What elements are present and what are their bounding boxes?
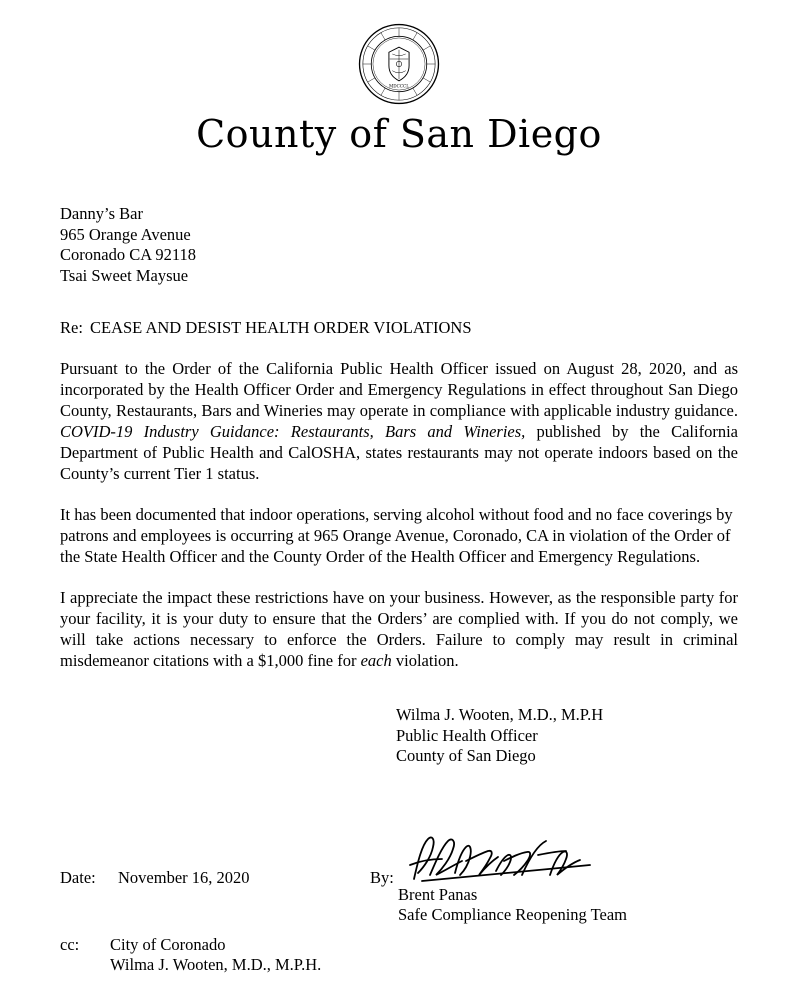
date-signature-row: [60, 831, 738, 924]
health-officer-agency: County of San Diego: [396, 746, 536, 765]
cc-list: [110, 935, 738, 976]
cc-block: [60, 935, 738, 976]
addressee-line: Tsai Sweet Maysue: [60, 265, 189, 285]
date-field: [60, 867, 250, 888]
paragraph-1-part-b: published by the California Department of Public Health and CalOSHA, states restaurants may not operate indoors based on the County’s current Tier 1 status.: [60, 422, 738, 483]
letterhead: [60, 0, 738, 156]
paragraph-3-part-b: violation.: [395, 651, 459, 670]
re-label: Re:: [60, 318, 83, 337]
addressee-line: Danny’s Bar: [60, 204, 143, 223]
signer-block: [398, 885, 627, 926]
cc-label: cc:: [60, 934, 80, 954]
addressee-block: [60, 204, 738, 286]
subject-text: CEASE AND DESIST HEALTH ORDER VIOLATIONS: [90, 318, 472, 337]
body-paragraph-3: [60, 587, 738, 671]
addressee-line: Coronado CA 92118: [60, 245, 196, 264]
health-officer-name: Wilma J. Wooten, M.D., M.P.H: [396, 705, 604, 724]
health-officer-block: [396, 705, 738, 767]
body-paragraph-1: [60, 358, 738, 484]
paragraph-3-part-a: I appreciate the impact these restrictions have on your business. However, as the responsible party for your facility, it is your duty to ensure that the Orders’ are complied with. If you do not comply, we will take actions necessary to enforce the Orders. Failure to comply may result in criminal misdemeanor citations with a $1,000 fine for: [60, 588, 738, 670]
paragraph-1-part-a: Pursuant to the Order of the California Public Health Officer issued on August 28, 2020, and as incorporated by the Health Officer Order and Emergency Regulations in effect throughout San Diego County, Restaurants, Bars and Wineries may operate in compliance with applicable industry guidance.: [60, 359, 738, 420]
date-label: Date:: [60, 867, 96, 887]
body-paragraph-2: It has been documented that indoor operations, serving alcohol without food and no face coverings by patrons and employees is occurring at 965 Orange Avenue, Coronado, CA in violation of the Order of the State Health Officer and the County Order of the Health Officer and Emergency Regulations.: [60, 505, 733, 566]
cc-recipient: Wilma J. Wooten, M.D., M.P.H.: [110, 955, 322, 974]
addressee-line: 965 Orange Avenue: [60, 224, 191, 244]
paragraph-1-italic: COVID-19 Industry Guidance: Restaurants, Bars and Wineries,: [60, 422, 526, 441]
county-name: County of San Diego: [196, 112, 602, 156]
paragraph-3-italic: each: [360, 651, 392, 670]
date-value: November 16, 2020: [118, 867, 250, 887]
signer-name: Brent Panas: [398, 884, 478, 904]
county-seal-icon: [357, 22, 441, 106]
cc-recipient: City of Coronado: [110, 934, 226, 954]
svg-text:MDCCCL: MDCCCL: [388, 83, 410, 89]
by-label: By:: [370, 867, 394, 887]
subject-line: [60, 318, 738, 338]
health-officer-title: Public Health Officer: [396, 725, 538, 745]
handwritten-signature-icon: [400, 831, 610, 887]
signer-title: Safe Compliance Reopening Team: [398, 905, 628, 924]
